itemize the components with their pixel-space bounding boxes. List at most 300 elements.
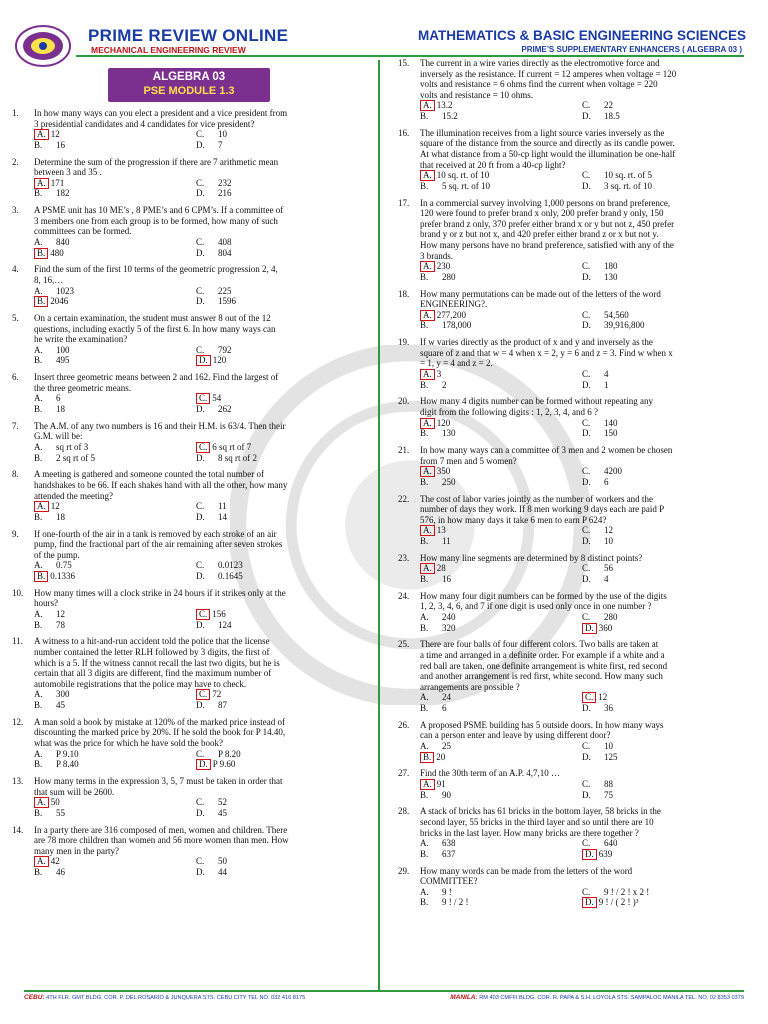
question-number: 16. (398, 127, 410, 138)
option-letter: A. (420, 838, 429, 849)
option-value: 250 (442, 476, 456, 487)
question-text (420, 396, 653, 417)
correct-answer-option (420, 170, 582, 181)
question-line: the three geometric means. (34, 382, 131, 393)
correct-answer-option (34, 571, 196, 582)
option-value: 12 (50, 501, 60, 512)
option-letter: D. (582, 379, 591, 390)
option-value: 91 (436, 778, 446, 789)
option-value: 10 (218, 129, 227, 140)
question-line: How many line segments are determined by 8 distinct points? (420, 552, 643, 563)
brand-title: PRIME REVIEW ONLINE (88, 26, 289, 45)
option-letter: B. (420, 535, 429, 546)
question-line: How many four digit numbers can be formed by the use of the digits (420, 590, 667, 601)
answer-option (582, 320, 732, 331)
option-letter: C. (582, 778, 591, 789)
option-value: 90 (442, 789, 451, 800)
option-letter: B. (34, 699, 43, 710)
option-letter: A. (420, 310, 435, 321)
question-line: = 1, y = 4 and z = 2. (420, 358, 493, 369)
option-letter: D. (196, 452, 205, 463)
question-number: 3. (12, 205, 19, 216)
option-letter: C. (196, 393, 210, 404)
answer-options (420, 838, 732, 859)
option-letter: A. (420, 369, 435, 380)
answer-option (582, 790, 732, 801)
option-value: 639 (598, 848, 613, 859)
option-letter: C. (196, 609, 210, 620)
option-value: 140 (604, 417, 618, 428)
option-letter: B. (34, 188, 43, 199)
header-rule (76, 55, 744, 57)
option-value: 28 (436, 563, 446, 574)
option-letter: A. (420, 886, 429, 897)
question-number: 22. (398, 493, 410, 504)
answer-option (420, 849, 582, 860)
correct-answer-option (196, 393, 346, 404)
correct-answer-option (582, 692, 732, 703)
answer-option (582, 428, 732, 439)
option-value: 0.0123 (218, 560, 243, 571)
answer-options (420, 779, 732, 800)
answer-options (420, 692, 732, 713)
question-line: ENGINEERING?. (420, 299, 488, 310)
answer-option (34, 867, 196, 878)
answer-option (196, 237, 346, 248)
question-line: 120 were found to prefer brand x only, 200 prefer brand y only, 150 (420, 208, 664, 219)
correct-answer-option (34, 178, 196, 189)
question-line: number contained the letter RLH followed by 3 digits, the first of (34, 646, 270, 657)
question-number: 8. (12, 469, 19, 480)
option-letter: C. (582, 100, 591, 111)
option-letter: C. (196, 129, 205, 140)
answer-options (34, 749, 346, 770)
option-value: 16 (442, 573, 451, 584)
question-line: The A.M. of any two numbers is 16 and their H.M. is 63/4. Then their (34, 420, 286, 431)
correct-answer-option (34, 129, 196, 140)
answer-option (582, 100, 732, 111)
answer-options (420, 741, 732, 762)
answer-option (34, 620, 196, 631)
option-letter: A. (34, 501, 49, 512)
option-value: 1 (604, 379, 609, 390)
option-value: 480 (50, 247, 64, 258)
correct-answer-option (34, 501, 196, 512)
question-line: 576, in how many days it take 6 men to earn P 624? (420, 514, 607, 525)
option-letter: C. (196, 501, 205, 512)
option-value: 156 (212, 608, 226, 619)
option-value: 124 (218, 619, 232, 630)
question-number: 20. (398, 396, 410, 407)
question-line: How many permutations can be made out of the letters of the word (420, 288, 661, 299)
question-line: Find the sum of the first 10 terms of the geometric progression 2, 4, (34, 264, 278, 275)
question-line: square of the distance from the source and directly as its candle power. (420, 138, 675, 149)
option-value: 10 (604, 740, 613, 751)
option-letter: A. (34, 178, 49, 189)
option-value: 804 (218, 247, 232, 258)
footer (24, 994, 744, 1001)
question-line: questions, including exactly 5 of the first 6. In how many ways can (34, 323, 276, 334)
question-text (420, 553, 642, 564)
option-value: 1023 (56, 285, 74, 296)
answer-options (34, 501, 346, 522)
option-letter: A. (420, 261, 435, 272)
option-letter: B. (34, 511, 43, 522)
answer-option (34, 140, 196, 151)
answer-option (34, 345, 196, 356)
answer-option (34, 759, 196, 770)
answer-option (582, 612, 732, 623)
option-value: 16 (56, 139, 65, 150)
option-value: 78 (56, 619, 65, 630)
option-letter: B. (34, 571, 48, 582)
question-line: many men in the party? (34, 845, 119, 856)
option-letter: D. (196, 866, 205, 877)
answer-option (582, 838, 732, 849)
question-line: hours? (34, 598, 58, 609)
answer-option (196, 345, 346, 356)
option-letter: C. (582, 740, 591, 751)
option-letter: B. (34, 248, 48, 259)
option-letter: B. (420, 752, 434, 763)
question-line: A man sold a book by mistake at 120% of the marked price instead of (34, 716, 285, 727)
question-line: handshakes to be 66. If each shakes hand with all the other, how many (34, 479, 288, 490)
answer-option (420, 477, 582, 488)
question-text (420, 494, 664, 526)
question-line: attended the meeting? (34, 490, 113, 501)
question-number: 12. (12, 716, 24, 727)
option-letter: C. (196, 856, 205, 867)
option-value: 5 sq. rt. of 10 (442, 180, 490, 191)
option-letter: C. (582, 611, 591, 622)
option-value: 840 (56, 236, 70, 247)
option-value: 171 (50, 177, 65, 188)
option-letter: D. (196, 355, 211, 366)
option-letter: A. (34, 129, 49, 140)
option-letter: C. (582, 886, 591, 897)
question-text (420, 445, 672, 466)
answer-option (196, 808, 346, 819)
option-letter: A. (34, 236, 43, 247)
option-value: 216 (218, 188, 232, 199)
option-letter: B. (420, 897, 429, 908)
question-line: A stack of bricks has 61 bricks in the bottom layer, 58 bricks in the (420, 806, 661, 817)
option-value: 300 (56, 689, 70, 700)
correct-answer-option (420, 466, 582, 477)
question-line: volts and resistance = 6 ohms find the current when voltage = 220 (420, 79, 658, 90)
option-value: P 9.10 (56, 748, 79, 759)
question-line: he write the examination? (34, 334, 128, 345)
question-text (34, 372, 278, 393)
answer-option (196, 700, 346, 711)
question-line: arrangements are possible ? (420, 681, 520, 692)
answer-options (420, 612, 732, 633)
option-value: 54 (212, 393, 222, 404)
question-line: number of days they work. If 8 men working 9 days each are paid P (420, 504, 665, 515)
question-line: 3 brands. (420, 250, 453, 261)
question-line: If one-fourth of the air in a tank is removed by each stroke of an air (34, 528, 277, 539)
question-text (34, 108, 287, 129)
option-value: 75 (604, 789, 613, 800)
answer-option (582, 574, 732, 585)
badge-module: PSE MODULE 1.3 (143, 85, 235, 97)
answer-options (34, 856, 346, 877)
option-letter: A. (34, 608, 43, 619)
option-letter: C. (582, 417, 591, 428)
correct-answer-option (420, 310, 582, 321)
question-number: 13. (12, 776, 24, 786)
answer-options (34, 237, 346, 258)
question-line: A proposed PSME building has 5 outside doors. In how many ways (420, 719, 664, 730)
answer-option (196, 188, 346, 199)
option-value: 87 (218, 699, 227, 710)
question-line: A witness to a hit-and-run accident told the police that the license (34, 636, 270, 647)
option-value: 12 (604, 525, 613, 536)
option-value: 3 sq. rt. of 10 (604, 180, 652, 191)
option-value: 10 sq. rt. of 5 (604, 170, 652, 181)
option-value: 42 (50, 856, 60, 867)
option-letter: D. (196, 188, 205, 199)
question-line: that sum will be 2600. (34, 786, 115, 797)
option-value: 637 (442, 848, 456, 859)
option-letter: D. (582, 428, 591, 439)
question-line: that received at 20 ft from a 40-cp light? (420, 159, 566, 170)
answer-option (582, 272, 732, 283)
answer-options (34, 442, 346, 463)
question-text (420, 591, 667, 612)
question-line: The illumination receives from a light source varies inversely as the (420, 127, 665, 138)
question-number: 25. (398, 639, 410, 650)
footer-cebu (24, 995, 305, 1001)
question-number: 7. (12, 420, 19, 431)
correct-answer-option (34, 856, 196, 867)
option-value: 72 (212, 689, 222, 700)
question-text (34, 157, 278, 178)
option-value: 88 (604, 778, 613, 789)
answer-option (196, 296, 346, 307)
question-number: 15. (398, 58, 410, 68)
correct-answer-option (420, 563, 582, 574)
question-line: Determine the sum of the progression if there are 7 arithmetic mean (34, 156, 279, 167)
question-text (420, 337, 673, 369)
answer-option (34, 808, 196, 819)
column-divider (378, 60, 380, 990)
answer-options (34, 286, 346, 307)
option-letter: B. (420, 110, 429, 121)
option-value: 20 (436, 751, 446, 762)
option-letter: D. (196, 139, 205, 150)
answer-option (582, 563, 732, 574)
answer-option (582, 380, 732, 391)
answer-option (34, 442, 196, 453)
question-line: which is a 5. If the witness cannot recall the last two digits, but he is (34, 657, 280, 668)
option-letter: D. (582, 535, 591, 546)
answer-option (420, 320, 582, 331)
option-letter: B. (420, 702, 429, 713)
option-value: 0.1336 (50, 570, 76, 581)
option-value: 638 (442, 838, 456, 849)
question-line: COMMITTEE? (420, 876, 478, 887)
option-letter: C. (196, 560, 205, 571)
option-value: 52 (218, 797, 227, 808)
answer-option (34, 512, 196, 523)
option-letter: B. (420, 573, 429, 584)
question-line: G.M. will be: (34, 431, 83, 442)
question-line: 8, 16,… (34, 274, 64, 285)
answer-option (196, 512, 346, 523)
question-number: 9. (12, 528, 19, 539)
module-badge (108, 68, 270, 102)
option-letter: B. (34, 807, 43, 818)
option-letter: D. (582, 180, 591, 191)
answer-option (34, 609, 196, 620)
answer-option (196, 620, 346, 631)
answer-options (34, 797, 346, 818)
answer-options (34, 178, 346, 199)
option-value: 10 sq. rt. of 10 (436, 170, 490, 181)
question-line: 1, 2, 3, 4, 6, and 7 if one digit is used only once in one number ? (420, 601, 652, 612)
answer-options (420, 563, 732, 584)
question-line: In how many ways can you elect a president and a vice president from (34, 108, 288, 118)
option-letter: B. (34, 403, 43, 414)
question-text (34, 776, 282, 797)
question-line: committees can be formed. (34, 226, 132, 237)
option-value: 24 (442, 692, 451, 703)
option-value: 4 (604, 368, 609, 379)
option-letter: D. (196, 296, 205, 307)
option-letter: A. (420, 563, 435, 574)
question-text (420, 128, 675, 170)
question-text (420, 720, 664, 741)
option-letter: A. (420, 170, 435, 181)
option-value: 44 (218, 866, 227, 877)
answer-option (420, 574, 582, 585)
option-value: 3 (436, 368, 442, 379)
question-line: In a party there are 316 composed of men, women and children. There (34, 824, 288, 835)
question-text (34, 588, 286, 609)
option-value: 13 (436, 525, 446, 536)
option-value: 50 (218, 856, 227, 867)
question-line: Insert three geometric means between 2 and 162. Find the largest of (34, 372, 279, 383)
option-letter: C. (582, 692, 596, 703)
question-text (34, 205, 283, 237)
option-value: 46 (56, 866, 65, 877)
option-letter: A. (420, 611, 429, 622)
option-letter: A. (34, 393, 43, 404)
correct-answer-option (582, 897, 732, 908)
option-value: 6 sq rt of 7 (212, 441, 252, 452)
question-text (420, 289, 661, 310)
subject-subtitle: PRIME’S SUPPLEMENTARY ENHANCERS ( ALGEBRA 03 ) (521, 45, 742, 54)
correct-answer-option (420, 779, 582, 790)
option-letter: A. (420, 740, 429, 751)
option-value: sq rt of 3 (56, 441, 89, 452)
option-value: 6 (442, 702, 447, 713)
option-value: 12 (50, 129, 60, 140)
option-letter: D. (582, 320, 591, 331)
option-letter: C. (196, 344, 205, 355)
question-line: How many words can be made from the letters of the word (420, 865, 633, 876)
option-letter: B. (34, 619, 43, 630)
answer-option (420, 428, 582, 439)
option-letter: B. (420, 622, 429, 633)
correct-answer-option (420, 525, 582, 536)
answer-option (582, 369, 732, 380)
option-letter: D. (582, 623, 597, 634)
question-text (420, 866, 632, 887)
answer-option (196, 129, 346, 140)
answer-option (196, 404, 346, 415)
option-letter: B. (34, 296, 48, 307)
answer-option (582, 170, 732, 181)
option-letter: D. (582, 573, 591, 584)
option-letter: B. (34, 866, 43, 877)
question-line: How many 4 digits number can be formed without repeating any (420, 396, 653, 407)
answer-option (196, 560, 346, 571)
option-value: 9 ! / 2 ! x 2 ! (604, 886, 650, 897)
answer-option (582, 887, 732, 898)
answer-option (196, 856, 346, 867)
question-text (34, 421, 286, 442)
correct-answer-option (196, 609, 346, 620)
question-text (420, 639, 667, 692)
correct-answer-option (420, 100, 582, 111)
question-number: 24. (398, 590, 410, 601)
footer-cebu-address: 4TH FLR. GMT BLDG. COR. P. DEL ROSARIO & JUNQUERA STS. CEBU CITY TEL NO. 032 416 8175 (46, 995, 306, 1001)
option-letter: D. (196, 511, 205, 522)
answer-option (582, 477, 732, 488)
option-value: 2046 (50, 296, 69, 307)
option-letter: A. (34, 856, 49, 867)
option-value: 8 sq rt of 2 (218, 452, 257, 463)
answer-options (420, 887, 732, 908)
option-value: 25 (442, 740, 451, 751)
option-value: 125 (604, 751, 618, 762)
answer-option (34, 237, 196, 248)
option-value: 56 (604, 563, 613, 574)
question-number: 28. (398, 806, 410, 817)
option-letter: C. (582, 563, 591, 574)
option-letter: C. (196, 236, 205, 247)
answer-option (34, 355, 196, 366)
question-number: 29. (398, 865, 410, 876)
option-value: 280 (442, 271, 456, 282)
correct-answer-option (34, 296, 196, 307)
option-value: 120 (212, 355, 227, 366)
answer-options (34, 609, 346, 630)
option-letter: B. (34, 759, 43, 770)
option-value: 0.1645 (218, 570, 243, 581)
option-value: 408 (218, 236, 232, 247)
answer-option (582, 261, 732, 272)
question-text (34, 825, 289, 857)
prime-logo-icon (14, 24, 72, 68)
option-letter: B. (420, 320, 429, 331)
option-letter: D. (582, 110, 591, 121)
option-letter: D. (582, 271, 591, 282)
option-value: 6 (56, 393, 61, 404)
correct-answer-option (420, 369, 582, 380)
question-line: can a person enter and leave by using different door? (420, 730, 611, 741)
badge-title: ALGEBRA 03 (152, 71, 226, 83)
option-value: 360 (598, 622, 613, 633)
option-letter: D. (196, 247, 205, 258)
question-number: 21. (398, 445, 410, 455)
answer-options (420, 261, 732, 282)
option-letter: A. (420, 100, 435, 111)
answer-options (420, 525, 732, 546)
option-value: 10 (604, 535, 613, 546)
